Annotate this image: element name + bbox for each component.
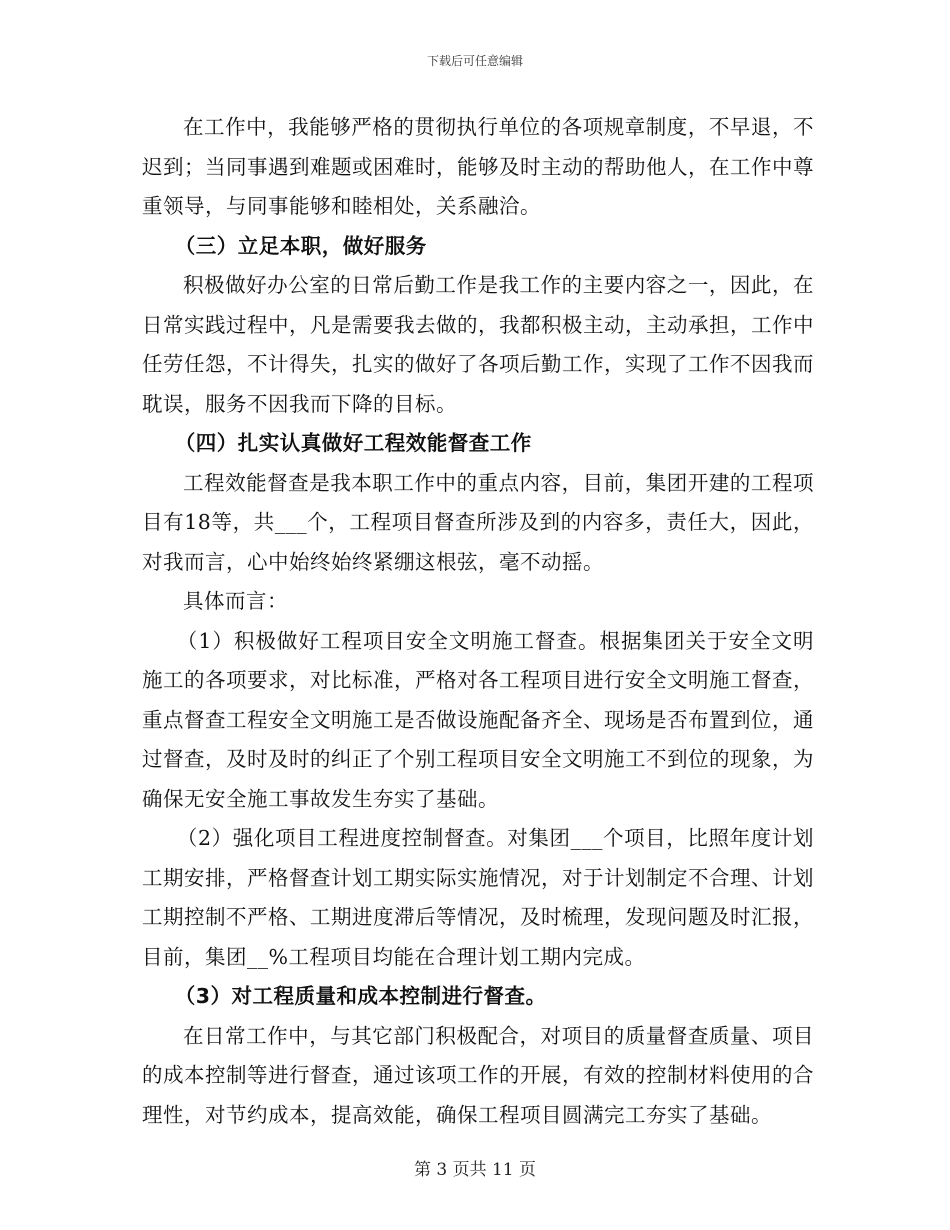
page-header: 下载后可任意编辑 (426, 54, 523, 68)
section-heading-item-3: （3）对工程质量和成本控制进行督查。 (174, 984, 547, 1008)
paragraph-logistics: 积极做好办公室的日常后勤工作是我工作的主要内容之一，因此，在日常实践过程中，凡是需要我去做的，我都积极主动，主动承担，工作中任劳任怨，不计得失，扎实的做好了各项后勤工作，实现了工作不因我而耽误，服务不因我而下降的目标。 (142, 273, 814, 416)
paragraph-quality-cost: 在日常工作中，与其它部门积极配合，对项目的质量督查质量、项目的成本控制等进行督查，通过该项工作的开展，有效的控制材料使用的合理性，对节约成本，提高效能，确保工程项目圆满完工夯实了基础。 (142, 1023, 814, 1127)
paragraph-item-2-schedule: （2）强化项目工程进度控制督查。对集团___个项目，比照年度计划工期安排，严格督查计划工期实际实施情况，对于计划制定不合理、计划工期控制不严格、工期进度滞后等情况，及时梳理，发现问题及时汇报，目前，集团__%工程项目均能在合理计划工期内完成。 (142, 826, 814, 969)
document-body (142, 108, 814, 1135)
paragraph-specifically: 具体而言： (183, 589, 288, 613)
section-heading-4: （四）扎实认真做好工程效能督查工作 (174, 431, 532, 455)
paragraph-efficiency-supervision: 工程效能督查是我本职工作中的重点内容，目前，集团开建的工程项目有18等，共___个，工程项目督查所涉及到的内容多，责任大，因此，对我而言，心中始终始终紧绷这根弦，毫不动摇。 (142, 470, 814, 574)
paragraph-item-1-safety: （1）积极做好工程项目安全文明施工督查。根据集团关于安全文明施工的各项要求，对比标准，严格对各工程项目进行安全文明施工督查，重点督查工程安全文明施工是否做设施配备齐全、现场是否布置到位，通过督查，及时及时的纠正了个别工程项目安全文明施工不到位的现象，为确保无安全施工事故发生夯实了基础。 (142, 628, 814, 811)
section-heading-3: （三）立足本职，做好服务 (174, 233, 427, 258)
paragraph-work-discipline: 在工作中，我能够严格的贯彻执行单位的各项规章制度，不早退，不迟到；当同事遇到难题或困难时，能够及时主动的帮助他人，在工作中尊重领导，与同事能够和睦相处，关系融洽。 (142, 115, 814, 218)
page-footer: 第 3 页共 11 页 (413, 1160, 537, 1180)
